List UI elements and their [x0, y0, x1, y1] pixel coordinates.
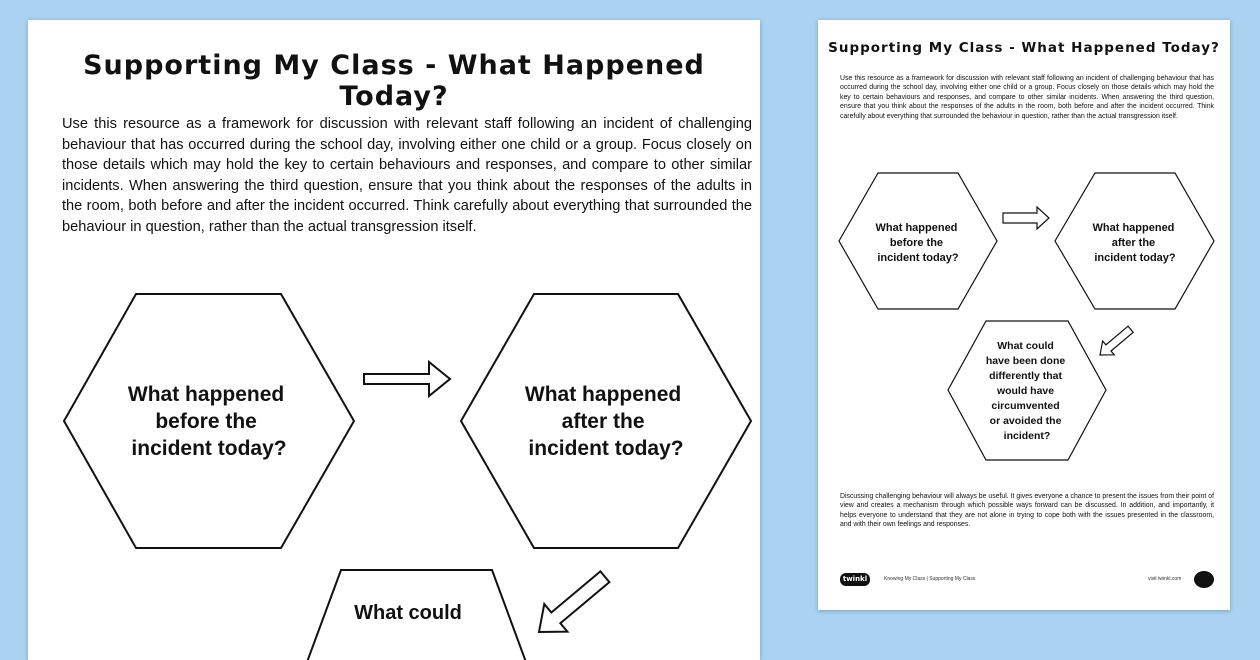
thumb-different-line-5: circumvented	[991, 400, 1060, 412]
worksheet-page-thumbnail	[818, 20, 1230, 610]
thumb-before-line-2: before the	[889, 237, 944, 249]
footer-resource-name: Knowing My Class | Supporting My Class	[884, 576, 976, 582]
twinkl-badge	[1194, 571, 1214, 588]
thumb-right-arrow-icon	[1003, 207, 1049, 229]
right-arrow-icon	[364, 362, 450, 396]
thumb-down-left-arrow-icon	[1094, 322, 1136, 362]
hex-after-line-2: after the	[561, 410, 645, 433]
worksheet-page-large	[28, 20, 760, 660]
thumb-after-line-1: What happened	[1092, 222, 1175, 234]
hex-before-line-1: What happened	[127, 383, 285, 406]
thumb-after-line-3: incident today?	[1094, 252, 1176, 264]
thumb-before-line-1: What happened	[875, 222, 958, 234]
thumbnail-intro: Use this resource as a framework for discussion with relevant staff following an incident of challenging behaviour that has occurred during the school day, involving either one child or a group. Focus closely on those details which may hold the key to certain behaviours and responses, and compare to other similar incidents. When answering the third question, ensure that you think about the responses of the adults in the room, both before and after the incident occurred. Think carefully about everything that surrounded the behaviour in question, rather than the actual transgression itself.	[840, 75, 1214, 120]
intro-paragraph: Use this resource as a framework for discussion with relevant staff following an incident of challenging behaviour that has occurred during the school day, involving either one child or a group. Focus closely on those details which may hold the key to certain behaviours and responses, and compare to other similar incidents. When answering the third question, ensure that you think about the responses of the adults in the room, both before and after the incident occurred. Think carefully about everything that surrounded the behaviour in question, rather than the actual transgression itself.	[62, 116, 752, 235]
footer-website: visit twinkl.com	[1148, 576, 1182, 582]
closing-paragraph: Discussing challenging behaviour will always be useful. It gives everyone a chance to present the issues from their point of view and creates a mechanism through which possible ways forward can be discussed. In addition, and importantly, it helps everyone to understand that they are not alone in trying to cope both with the issues presented in the classroom, and with their own feelings and responses.	[840, 493, 1214, 529]
thumb-different-line-2: have been done	[985, 355, 1066, 367]
hex-after-line-1: What happened	[524, 383, 682, 406]
thumb-different-line-3: differently that	[989, 370, 1062, 382]
hex-before-line-3: incident today?	[131, 437, 287, 460]
down-left-arrow-icon	[527, 563, 616, 646]
hex-after-line-3: incident today?	[528, 437, 684, 460]
question-diagram	[28, 20, 760, 660]
svg-text:What could have been don	[986, 340, 1068, 442]
thumb-different-line-1: What could	[997, 340, 1054, 352]
thumb-after-line-2: after the	[1111, 237, 1156, 249]
thumb-different-line-4: would have	[996, 385, 1055, 397]
thumb-different-line-6: or avoided the	[989, 415, 1062, 427]
thumbnail-title: Supporting My Class - What Happened Today?	[828, 40, 1220, 56]
thumb-different-line-7: incident?	[1003, 430, 1051, 442]
hex-different-line-1: What could	[354, 602, 462, 624]
thumb-before-line-3: incident today?	[877, 252, 959, 264]
page-title: Supporting My Class - What Happened Today?	[83, 50, 705, 112]
hex-before-line-2: before the	[155, 410, 257, 433]
twinkl-logo: twinkl	[840, 573, 870, 586]
